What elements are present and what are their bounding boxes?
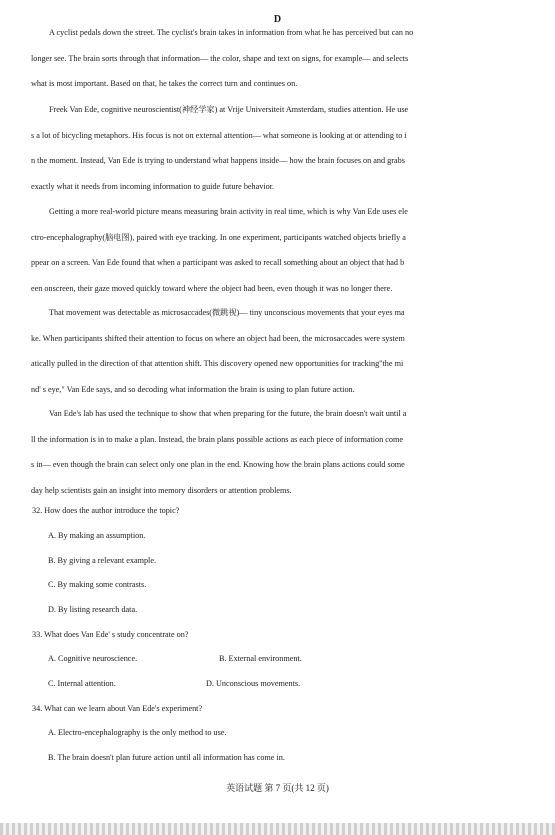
question-34-option-b[interactable]: B. The brain doesn't plan future action until all information has come in. <box>48 753 285 762</box>
question-32-stem: 32. How does the author introduce the topic? <box>32 506 180 515</box>
passage-line: Van Ede's lab has used the technique to show that when preparing for the future, the brain doesn't wait until a <box>49 409 407 418</box>
passage-line: een onscreen, their gaze moved quickly toward where the object had been, even though it was no longer there. <box>31 284 393 294</box>
passage-line: longer see. The brain sorts through that information— the color, shape and text on signs, for example— and selects <box>31 53 409 63</box>
passage-line: Freek Van Ede, cognitive neuroscientist(神经学家) at Vrije Universiteit Amsterdam, studies attention. He use <box>49 105 409 114</box>
question-34-stem: 34. What can we learn about Van Ede's experiment? <box>32 704 203 713</box>
question-33-option-c[interactable]: C. Internal attention. <box>48 679 116 688</box>
passage-line: ctro-encephalography(脑电图), paired with eye tracking. In one experiment, participants watched objects briefly a <box>31 232 406 242</box>
passage-line: ke. When participants shifted their attention to focus on where an object had been, the microsaccades were system <box>31 333 405 343</box>
passage-line: day help scientists gain an insight into memory disorders or attention problems. <box>31 486 292 496</box>
question-32-option-d[interactable]: D. By listing research data. <box>48 605 138 614</box>
question-33-option-a[interactable]: A. Cognitive neuroscience. <box>48 654 138 663</box>
section-letter: D <box>273 14 282 25</box>
question-33-option-b[interactable]: B. External environment. <box>219 654 302 663</box>
question-32-option-a[interactable]: A. By making an assumption. <box>48 531 146 540</box>
passage-line: s a lot of bicycling metaphors. His focus is not on external attention— what someone is looking at or attending to i <box>31 130 407 140</box>
passage-line: That movement was detectable as microsaccades(微跳视)— tiny unconscious movements that your eyes ma <box>49 308 405 317</box>
passage-line: nd' s eye," Van Ede says, and so decoding what information the brain is using to plan future action. <box>31 385 355 395</box>
question-33-stem: 33. What does Van Ede' s study concentrate on? <box>32 630 189 639</box>
passage-line: A cyclist pedals down the street. The cyclist's brain takes in information from what he has perceived but can no <box>49 28 414 37</box>
passage-line: Getting a more real-world picture means measuring brain activity in real time, which is why Van Ede uses ele <box>49 207 408 216</box>
passage-paragraph-5 <box>31 401 525 504</box>
passage-line: atically pulled in the direction of that attention shift. This discovery opened new opportunities for tracking"the mi <box>31 359 404 369</box>
question-32-option-c[interactable]: C. By making some contrasts. <box>48 580 147 589</box>
passage-line: ll the information is in to make a plan. Instead, the brain plans possible actions as each piece of information come <box>31 434 403 444</box>
question-34-option-a[interactable]: A. Electro-encephalography is the only method to use. <box>48 728 227 737</box>
passage-line: ppear on a screen. Van Ede found that when a participant was asked to recall something about an object that had b <box>31 258 405 268</box>
passage-line: what is most important. Based on that, he takes the correct turn and continues on. <box>31 79 298 89</box>
passage-paragraph-3 <box>31 199 525 302</box>
passage-line: exactly what it needs from incoming information to guide future behavior. <box>31 182 275 192</box>
bottom-scan-edge <box>0 823 555 835</box>
passage-line: n the moment. Instead, Van Ede is trying to understand what happens inside— how the brain focuses on and grabs <box>31 156 405 166</box>
passage-paragraph-2 <box>31 97 525 200</box>
passage-paragraph-4 <box>31 300 525 403</box>
question-32-option-b[interactable]: B. By giving a relevant example. <box>48 556 157 565</box>
passage-paragraph-1 <box>31 20 525 97</box>
passage-line: s in— even though the brain can select only one plan in the end. Knowing how the brain plans actions could some <box>31 460 405 470</box>
question-33-option-d[interactable]: D. Unconscious movements. <box>206 679 301 688</box>
page-footer: 英语试题 第 7 页(共 12 页) <box>226 783 329 793</box>
